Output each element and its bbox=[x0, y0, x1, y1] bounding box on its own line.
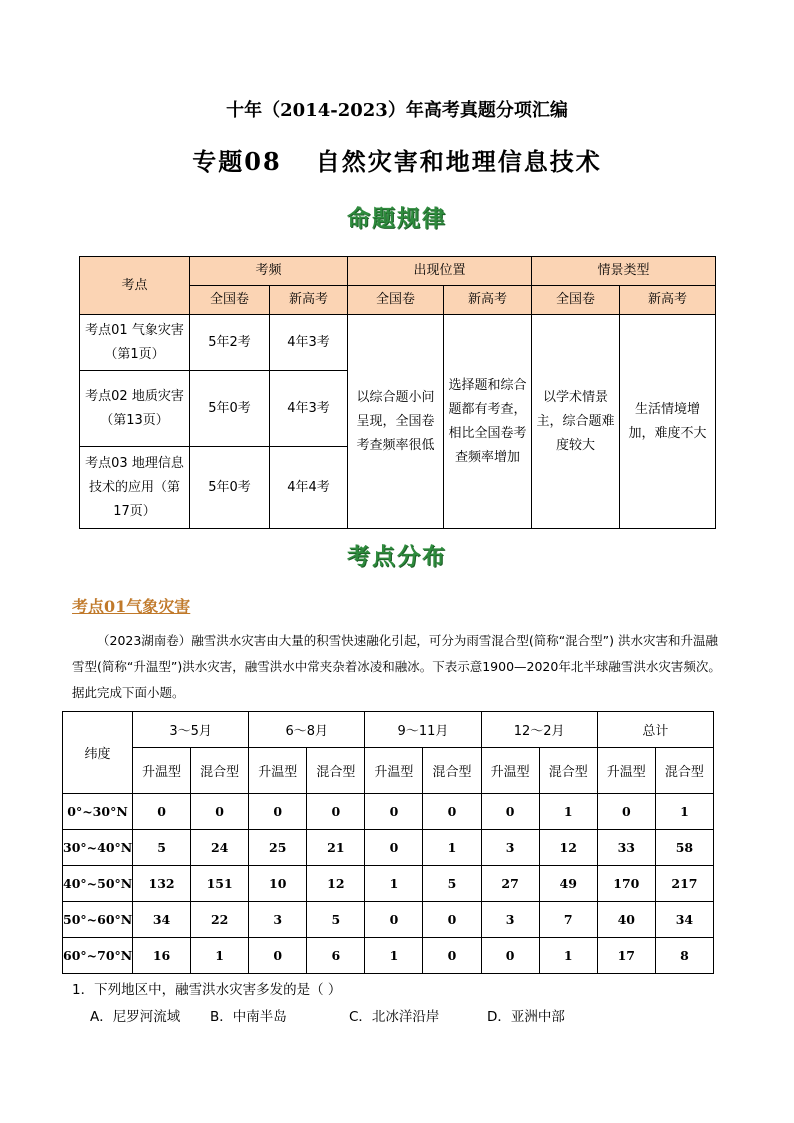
option-a[interactable]: A．尼罗河流域 bbox=[90, 1009, 181, 1025]
frequency-cell: 170 bbox=[597, 866, 655, 902]
frequency-cell: 0 bbox=[249, 938, 307, 974]
frequency-cell: 3 bbox=[481, 902, 539, 938]
kaodian-01-title: 考点01气象灾害 bbox=[72, 597, 191, 616]
frequency-cell: 10 bbox=[249, 866, 307, 902]
freq-new-cell: 4年3考 bbox=[270, 371, 348, 447]
frequency-cell: 5 bbox=[307, 902, 365, 938]
frequency-cell: 12 bbox=[539, 830, 597, 866]
topic-prefix: 专题08 bbox=[192, 147, 282, 176]
frequency-cell: 34 bbox=[133, 902, 191, 938]
latitude-cell: 40°~50°N bbox=[63, 866, 133, 902]
frequency-cell: 151 bbox=[191, 866, 249, 902]
freq-national-cell: 5年0考 bbox=[190, 447, 270, 529]
latitude-cell: 0°~30°N bbox=[63, 794, 133, 830]
frequency-cell: 5 bbox=[133, 830, 191, 866]
option-d[interactable]: D．亚洲中部 bbox=[487, 1009, 565, 1025]
table-row bbox=[63, 938, 714, 974]
frequency-cell: 1 bbox=[539, 794, 597, 830]
exam-rules-table bbox=[79, 256, 716, 529]
subheader-warming: 升温型 bbox=[249, 748, 307, 794]
header-scene: 情景类型 bbox=[532, 257, 716, 286]
frequency-cell: 34 bbox=[655, 902, 713, 938]
kaodian-cell: 考点01 气象灾害（第1页） bbox=[80, 315, 190, 371]
table-row bbox=[63, 902, 714, 938]
header-season: 3～5月 bbox=[133, 712, 249, 748]
frequency-cell: 12 bbox=[307, 866, 365, 902]
header-season: 12～2月 bbox=[481, 712, 597, 748]
frequency-cell: 25 bbox=[249, 830, 307, 866]
frequency-cell: 21 bbox=[307, 830, 365, 866]
frequency-cell: 5 bbox=[423, 866, 481, 902]
latitude-cell: 60°~70°N bbox=[63, 938, 133, 974]
frequency-cell: 0 bbox=[249, 794, 307, 830]
frequency-cell: 0 bbox=[365, 794, 423, 830]
frequency-cell: 1 bbox=[655, 794, 713, 830]
freq-new-cell: 4年3考 bbox=[270, 315, 348, 371]
option-c[interactable]: C．北冰洋沿岸 bbox=[349, 1009, 440, 1025]
header-kaodian: 考点 bbox=[80, 257, 190, 315]
frequency-cell: 0 bbox=[423, 794, 481, 830]
frequency-cell: 40 bbox=[597, 902, 655, 938]
section-heading-rules: 命题规律 bbox=[347, 205, 447, 232]
header-total: 总计 bbox=[597, 712, 713, 748]
table-row bbox=[63, 794, 714, 830]
subheader-mixed: 混合型 bbox=[307, 748, 365, 794]
frequency-cell: 3 bbox=[249, 902, 307, 938]
frequency-cell: 17 bbox=[597, 938, 655, 974]
position-new-cell: 选择题和综合题都有考查，相比全国卷考查频率增加 bbox=[444, 315, 532, 529]
scene-new-cell: 生活情境增加，难度不大 bbox=[620, 315, 716, 529]
question-1-stem: 1．下列地区中，融雪洪水灾害多发的是（ ） bbox=[72, 982, 342, 998]
freq-new-cell: 4年4考 bbox=[270, 447, 348, 529]
frequency-cell: 58 bbox=[655, 830, 713, 866]
frequency-cell: 3 bbox=[481, 830, 539, 866]
subheader-new: 新高考 bbox=[444, 286, 532, 315]
frequency-cell: 0 bbox=[133, 794, 191, 830]
subheader-mixed: 混合型 bbox=[655, 748, 713, 794]
frequency-cell: 24 bbox=[191, 830, 249, 866]
subheader-warming: 升温型 bbox=[365, 748, 423, 794]
header-season: 9～11月 bbox=[365, 712, 481, 748]
frequency-cell: 6 bbox=[307, 938, 365, 974]
header-latitude: 纬度 bbox=[63, 712, 133, 794]
frequency-cell: 16 bbox=[133, 938, 191, 974]
frequency-cell: 33 bbox=[597, 830, 655, 866]
subheader-warming: 升温型 bbox=[597, 748, 655, 794]
frequency-cell: 217 bbox=[655, 866, 713, 902]
latitude-cell: 30°~40°N bbox=[63, 830, 133, 866]
frequency-cell: 8 bbox=[655, 938, 713, 974]
table-row bbox=[63, 830, 714, 866]
frequency-cell: 1 bbox=[365, 866, 423, 902]
subheader-mixed: 混合型 bbox=[539, 748, 597, 794]
frequency-cell: 22 bbox=[191, 902, 249, 938]
frequency-cell: 0 bbox=[481, 938, 539, 974]
frequency-cell: 1 bbox=[539, 938, 597, 974]
frequency-cell: 49 bbox=[539, 866, 597, 902]
scene-national-cell: 以学术情景主，综合题难度较大 bbox=[532, 315, 620, 529]
position-national-cell: 以综合题小问呈现，全国卷考查频率很低 bbox=[348, 315, 444, 529]
question-passage: （2023湖南卷）融雪洪水灾害由大量的积雪快速融化引起，可分为雨雪混合型(简称“混合型”) 洪水灾害和升温融雪型(简称“升温型”)洪水灾害，融雪洪水中常夹杂着冰凌和融冰。下表示意1900—2020年北半球融雪洪水灾害频次。据此完成下面小题。 bbox=[72, 633, 721, 700]
subheader-national: 全国卷 bbox=[532, 286, 620, 315]
kaodian-cell: 考点03 地理信息技术的应用（第17页） bbox=[80, 447, 190, 529]
series-title: 十年（2014-2023）年高考真题分项汇编 bbox=[226, 100, 568, 121]
flood-frequency-table bbox=[62, 711, 714, 974]
latitude-cell: 50°~60°N bbox=[63, 902, 133, 938]
frequency-cell: 0 bbox=[191, 794, 249, 830]
subheader-warming: 升温型 bbox=[133, 748, 191, 794]
topic-name: 自然灾害和地理信息技术 bbox=[315, 147, 602, 176]
kaodian-cell: 考点02 地质灾害（第13页） bbox=[80, 371, 190, 447]
option-b[interactable]: B．中南半岛 bbox=[210, 1009, 287, 1025]
frequency-cell: 0 bbox=[365, 902, 423, 938]
frequency-cell: 7 bbox=[539, 902, 597, 938]
table-row bbox=[63, 866, 714, 902]
frequency-cell: 0 bbox=[307, 794, 365, 830]
subheader-mixed: 混合型 bbox=[423, 748, 481, 794]
header-season: 6～8月 bbox=[249, 712, 365, 748]
subheader-national: 全国卷 bbox=[190, 286, 270, 315]
topic-title bbox=[0, 142, 794, 177]
frequency-cell: 0 bbox=[423, 902, 481, 938]
header-position: 出现位置 bbox=[348, 257, 532, 286]
freq-national-cell: 5年2考 bbox=[190, 315, 270, 371]
subheader-new: 新高考 bbox=[270, 286, 348, 315]
frequency-cell: 27 bbox=[481, 866, 539, 902]
frequency-cell: 0 bbox=[365, 830, 423, 866]
frequency-cell: 132 bbox=[133, 866, 191, 902]
frequency-cell: 0 bbox=[423, 938, 481, 974]
section-heading-distribution: 考点分布 bbox=[347, 543, 447, 570]
subheader-new: 新高考 bbox=[620, 286, 716, 315]
frequency-cell: 1 bbox=[423, 830, 481, 866]
header-frequency: 考频 bbox=[190, 257, 348, 286]
frequency-cell: 1 bbox=[191, 938, 249, 974]
frequency-cell: 1 bbox=[365, 938, 423, 974]
subheader-warming: 升温型 bbox=[481, 748, 539, 794]
frequency-cell: 0 bbox=[481, 794, 539, 830]
freq-national-cell: 5年0考 bbox=[190, 371, 270, 447]
subheader-mixed: 混合型 bbox=[191, 748, 249, 794]
frequency-cell: 0 bbox=[597, 794, 655, 830]
subheader-national: 全国卷 bbox=[348, 286, 444, 315]
